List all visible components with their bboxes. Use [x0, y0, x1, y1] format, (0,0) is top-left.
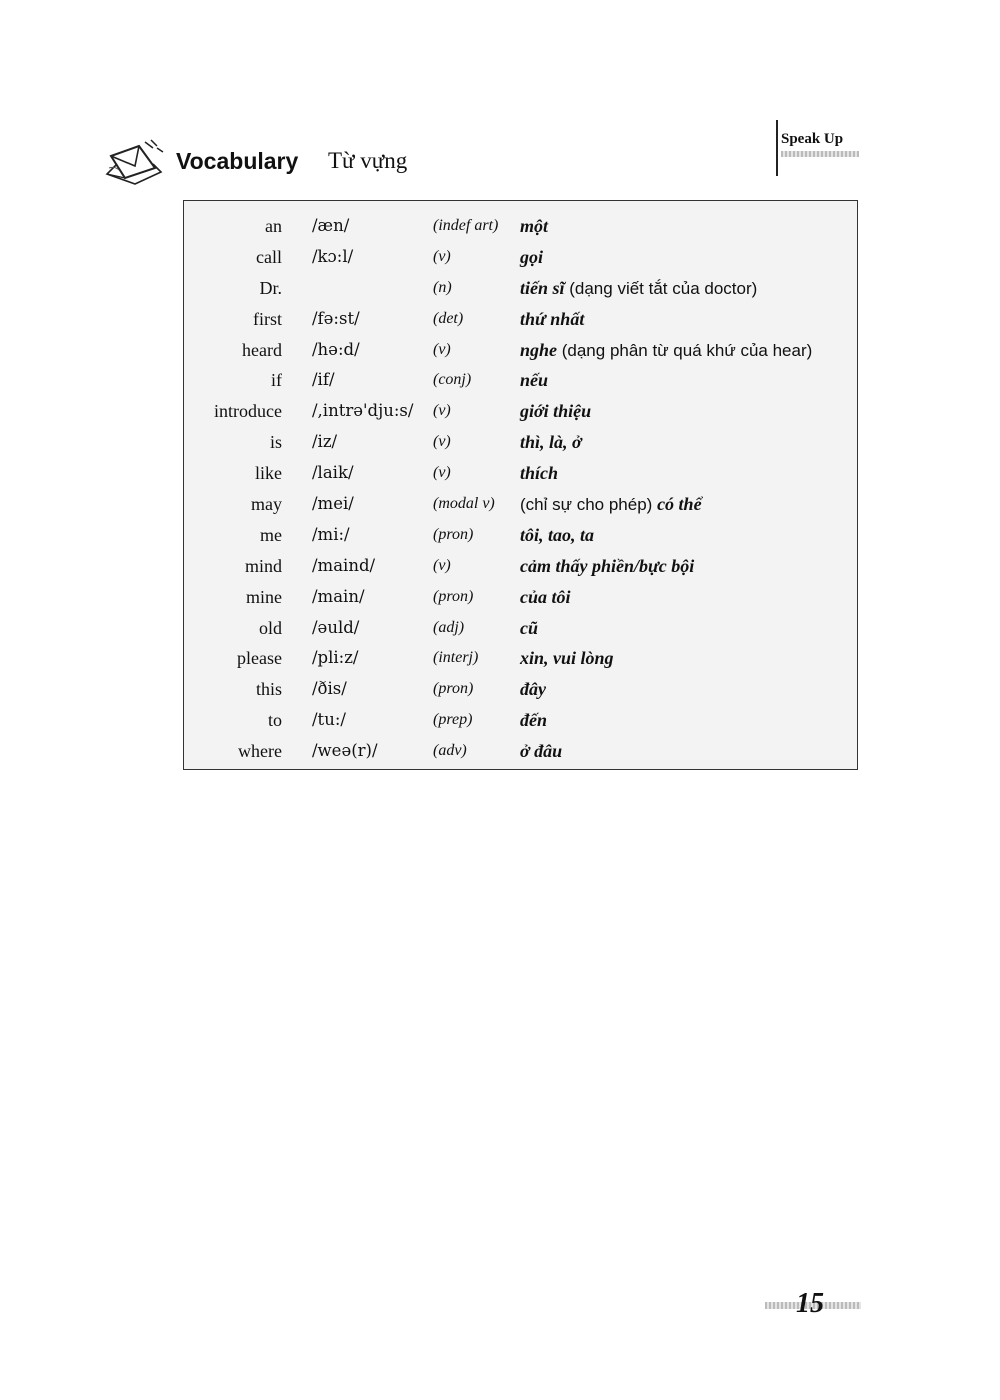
vocab-meaning: [520, 613, 538, 644]
vocab-part-of-speech: (interj): [433, 649, 479, 667]
vocab-meaning-part: giới thiệu: [520, 401, 592, 422]
vocab-word: mine: [246, 586, 282, 607]
vocab-meaning: [520, 365, 548, 396]
vocabulary-box: [183, 200, 858, 770]
vocab-pronunciation: /main/: [312, 586, 365, 606]
vocab-meaning: [520, 335, 812, 367]
vocab-word: if: [271, 370, 282, 391]
vocab-row: [184, 458, 857, 489]
vocab-word: may: [251, 494, 282, 515]
vocab-pronunciation: /iz/: [312, 432, 338, 452]
vocab-row: [184, 613, 857, 644]
vocab-word: please: [237, 648, 282, 669]
vocab-word: is: [269, 432, 282, 453]
vocab-meaning-part: của tôi: [520, 586, 571, 607]
vocab-part-of-speech: (adv): [433, 742, 467, 760]
vocab-row: [184, 520, 857, 551]
vocab-meaning-part: xin, vui lòng: [520, 648, 614, 669]
vocab-row: [184, 242, 857, 273]
vocab-part-of-speech: (modal v): [433, 495, 495, 513]
vocab-meaning: [520, 211, 548, 242]
vocab-row: [184, 396, 857, 427]
vocab-meaning: [520, 304, 584, 335]
vocab-pronunciation: /əuld/: [312, 617, 360, 637]
vocab-pronunciation: /æn/: [312, 216, 350, 235]
vocab-row: [184, 335, 857, 366]
vocab-part-of-speech: (conj): [433, 371, 472, 389]
vocab-part-of-speech: (v): [433, 340, 451, 358]
vocab-meaning: [520, 705, 547, 736]
vocab-meaning: [520, 458, 558, 489]
vocab-pronunciation: /if/: [312, 370, 335, 390]
vocab-row: [184, 427, 857, 458]
vocab-word: first: [253, 308, 282, 329]
vocab-meaning-part: (dạng viết tắt của doctor): [564, 278, 758, 298]
vocab-row: [184, 365, 857, 396]
vocab-word: Dr.: [259, 277, 282, 298]
vocab-meaning-part: đây: [520, 679, 546, 700]
vocab-part-of-speech: (v): [433, 402, 451, 420]
vocab-row: [184, 674, 857, 705]
vocab-pronunciation: /fə:st/: [312, 308, 360, 328]
header-divider: [776, 120, 778, 176]
vocab-pronunciation: /pli:z/: [312, 648, 359, 668]
vocab-meaning-part: tiến sĩ: [520, 277, 565, 298]
vocab-pronunciation: /hə:d/: [312, 339, 360, 359]
vocab-meaning-part: thích: [520, 463, 559, 484]
vocab-meaning-part: đến: [520, 710, 547, 731]
vocab-row: [184, 705, 857, 736]
vocab-row: [184, 489, 857, 520]
vocab-part-of-speech: (prep): [433, 711, 473, 729]
vocab-word: call: [256, 246, 282, 267]
page-title: Vocabulary: [176, 148, 299, 174]
vocab-meaning-part: tôi, tao, ta: [520, 524, 595, 545]
vocab-word: old: [258, 617, 282, 638]
vocab-part-of-speech: (adj): [433, 618, 465, 636]
page-subtitle: Từ vựng: [328, 148, 408, 173]
vocab-meaning-part: nếu: [520, 370, 549, 391]
vocab-part-of-speech: (pron): [433, 525, 474, 543]
vocab-pronunciation: /kɔ:l/: [312, 246, 354, 266]
vocab-meaning: [520, 736, 562, 767]
vocab-meaning: [520, 520, 594, 551]
vocab-meaning: [520, 427, 582, 458]
vocab-meaning: [520, 396, 591, 427]
vocab-word: where: [238, 741, 282, 762]
vocab-part-of-speech: (v): [433, 247, 451, 265]
vocab-pronunciation: /maind/: [312, 555, 376, 575]
vocab-meaning-part: gọi: [520, 246, 544, 267]
vocab-word: heard: [242, 339, 282, 360]
vocab-word: an: [265, 216, 282, 236]
vocab-meaning: [520, 643, 614, 674]
vocab-pronunciation: /weə(r)/: [312, 741, 378, 761]
vocab-meaning-part: một: [520, 216, 549, 236]
vocab-meaning: [520, 551, 694, 582]
vocab-row: [184, 736, 857, 767]
vocab-word: introduce: [214, 401, 282, 422]
vocab-row: [184, 304, 857, 335]
vocab-word: this: [255, 679, 282, 700]
vocab-part-of-speech: (v): [433, 433, 451, 451]
vocab-meaning: [520, 489, 702, 521]
section-label: Speak Up: [781, 131, 844, 147]
page-number: 15: [796, 1288, 824, 1319]
vocab-word: like: [255, 463, 282, 484]
vocab-meaning: [520, 273, 757, 305]
vocab-word: to: [267, 710, 282, 731]
vocab-pronunciation: /mei/: [312, 494, 354, 514]
vocab-pronunciation: /laik/: [312, 463, 354, 483]
vocab-meaning-part: có thể: [657, 494, 702, 515]
vocab-meaning-part: (dạng phân từ quá khứ của hear): [557, 340, 813, 360]
vocab-meaning-part: ở đâu: [520, 741, 563, 762]
vocab-part-of-speech: (n): [433, 278, 452, 296]
vocab-word: mind: [244, 555, 282, 576]
vocab-row: [184, 273, 857, 304]
vocab-meaning-part: cảm thấy phiền/bực bội: [520, 555, 695, 576]
vocab-meaning: [520, 582, 571, 613]
vocab-word: me: [260, 524, 282, 545]
envelope-icon: [105, 138, 167, 188]
vocab-part-of-speech: (v): [433, 556, 451, 574]
section-label-bar: [781, 151, 859, 157]
vocab-meaning: [520, 242, 543, 273]
vocab-meaning: [520, 674, 546, 705]
vocab-part-of-speech: (pron): [433, 587, 474, 605]
vocab-part-of-speech: (det): [433, 309, 464, 327]
vocab-meaning-part: (chỉ sự cho phép): [520, 495, 658, 515]
vocab-part-of-speech: (pron): [433, 680, 474, 698]
vocab-part-of-speech: (v): [433, 464, 451, 482]
vocab-meaning-part: nghe: [520, 339, 558, 360]
vocab-row: [184, 643, 857, 674]
vocab-pronunciation: /tu:/: [312, 710, 346, 730]
vocabulary-list: [184, 211, 857, 767]
vocab-part-of-speech: (indef art): [433, 217, 499, 234]
vocab-meaning-part: thì, là, ở: [520, 432, 582, 453]
vocab-pronunciation: /,intrə'dju:s/: [312, 401, 414, 421]
vocab-row: [184, 582, 857, 613]
vocab-row: [184, 551, 857, 582]
vocab-meaning-part: cũ: [520, 617, 538, 638]
vocab-meaning-part: thứ nhất: [520, 308, 585, 329]
vocab-row: [184, 211, 857, 242]
vocab-pronunciation: /mi:/: [312, 524, 350, 544]
vocab-pronunciation: /ðis/: [312, 679, 347, 699]
